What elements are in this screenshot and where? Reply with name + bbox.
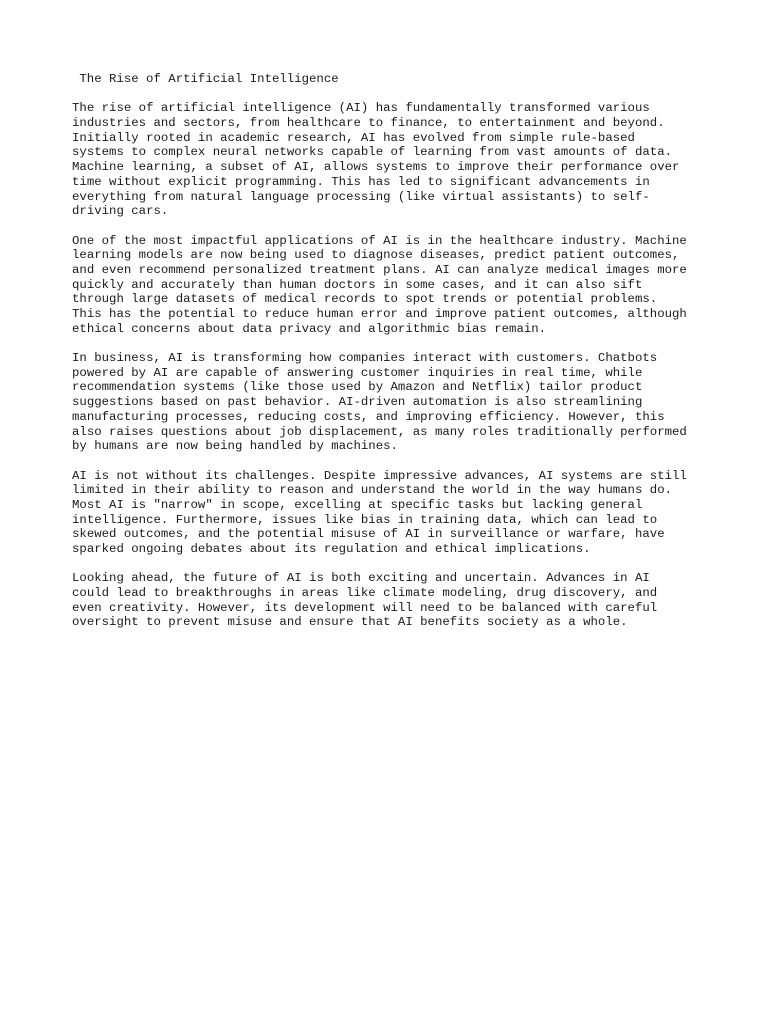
document-title: The Rise of Artificial Intelligence [79, 72, 339, 86]
paragraph [72, 571, 712, 630]
paragraph-line: ethical concerns about data privacy and algorithmic bias remain. [72, 321, 547, 336]
paragraph-line: This has the potential to reduce human error and improve patient outcomes, although [72, 307, 687, 322]
paragraph-line: through large datasets of medical records to spot trends or potential problems. [72, 292, 658, 307]
paragraph-line: quickly and accurately than human doctors in some cases, and it can also sift [72, 277, 643, 292]
paragraph-line: suggestions based on past behavior. AI-driven automation is also streamlining [72, 395, 643, 410]
document-body [72, 72, 712, 645]
paragraph-line: and even recommend personalized treatment plans. AI can analyze medical images more [72, 262, 687, 277]
paragraph-line: industries and sectors, from healthcare to finance, to entertainment and beyond. [72, 116, 665, 131]
paragraph-line: intelligence. Furthermore, issues like bias in training data, which can lead to [72, 512, 658, 527]
paragraph-list [72, 101, 712, 630]
paragraph-line: Most AI is "narrow" in scope, excelling at specific tasks but lacking general [72, 497, 643, 512]
paragraph-line: systems to complex neural networks capable of learning from vast amounts of data. [72, 145, 673, 160]
paragraph-line: also raises questions about job displacement, as many roles traditionally performed [72, 424, 687, 439]
paragraph-line: powered by AI are capable of answering customer inquiries in real time, while [72, 365, 643, 380]
paragraph-line: Initially rooted in academic research, AI has evolved from simple rule-based [72, 130, 635, 145]
paragraph-line: driving cars. [72, 204, 169, 219]
paragraph [72, 351, 712, 454]
paragraph-line: AI is not without its challenges. Despite impressive advances, AI systems are still [72, 468, 687, 483]
paragraph-line: One of the most impactful applications of AI is in the healthcare industry. Machine [72, 233, 687, 248]
paragraph-line: could lead to breakthroughs in areas like climate modeling, drug discovery, and [72, 586, 658, 601]
paragraph-line: skewed outcomes, and the potential misuse of AI in surveillance or warfare, have [72, 527, 665, 542]
paragraph [72, 234, 712, 337]
paragraph-line: The rise of artificial intelligence (AI) has fundamentally transformed various [72, 101, 650, 116]
paragraph-line: limited in their ability to reason and understand the world in the way humans do. [72, 483, 673, 498]
paragraph-line: recommendation systems (like those used by Amazon and Netflix) tailor product [72, 380, 643, 395]
paragraph-line: In business, AI is transforming how companies interact with customers. Chatbots [72, 351, 658, 366]
paragraph-line: Machine learning, a subset of AI, allows systems to improve their performance over [72, 160, 680, 175]
paragraph [72, 469, 712, 557]
paragraph-line: Looking ahead, the future of AI is both exciting and uncertain. Advances in AI [72, 571, 650, 586]
paragraph-line: by humans are now being handled by machines. [72, 439, 398, 454]
paragraph-line: even creativity. However, its development will need to be balanced with careful [72, 600, 658, 615]
paragraph-line: oversight to prevent misuse and ensure that AI benefits society as a whole. [72, 615, 628, 630]
paragraph-line: sparked ongoing debates about its regulation and ethical implications. [72, 542, 591, 557]
paragraph-line: learning models are now being used to diagnose diseases, predict patient outcomes, [72, 248, 680, 263]
paragraph-line: everything from natural language processing (like virtual assistants) to self- [72, 189, 650, 204]
paragraph-line: manufacturing processes, reducing costs, and improving efficiency. However, this [72, 409, 665, 424]
paragraph-line: time without explicit programming. This has led to significant advancements in [72, 174, 650, 189]
paragraph [72, 101, 712, 219]
